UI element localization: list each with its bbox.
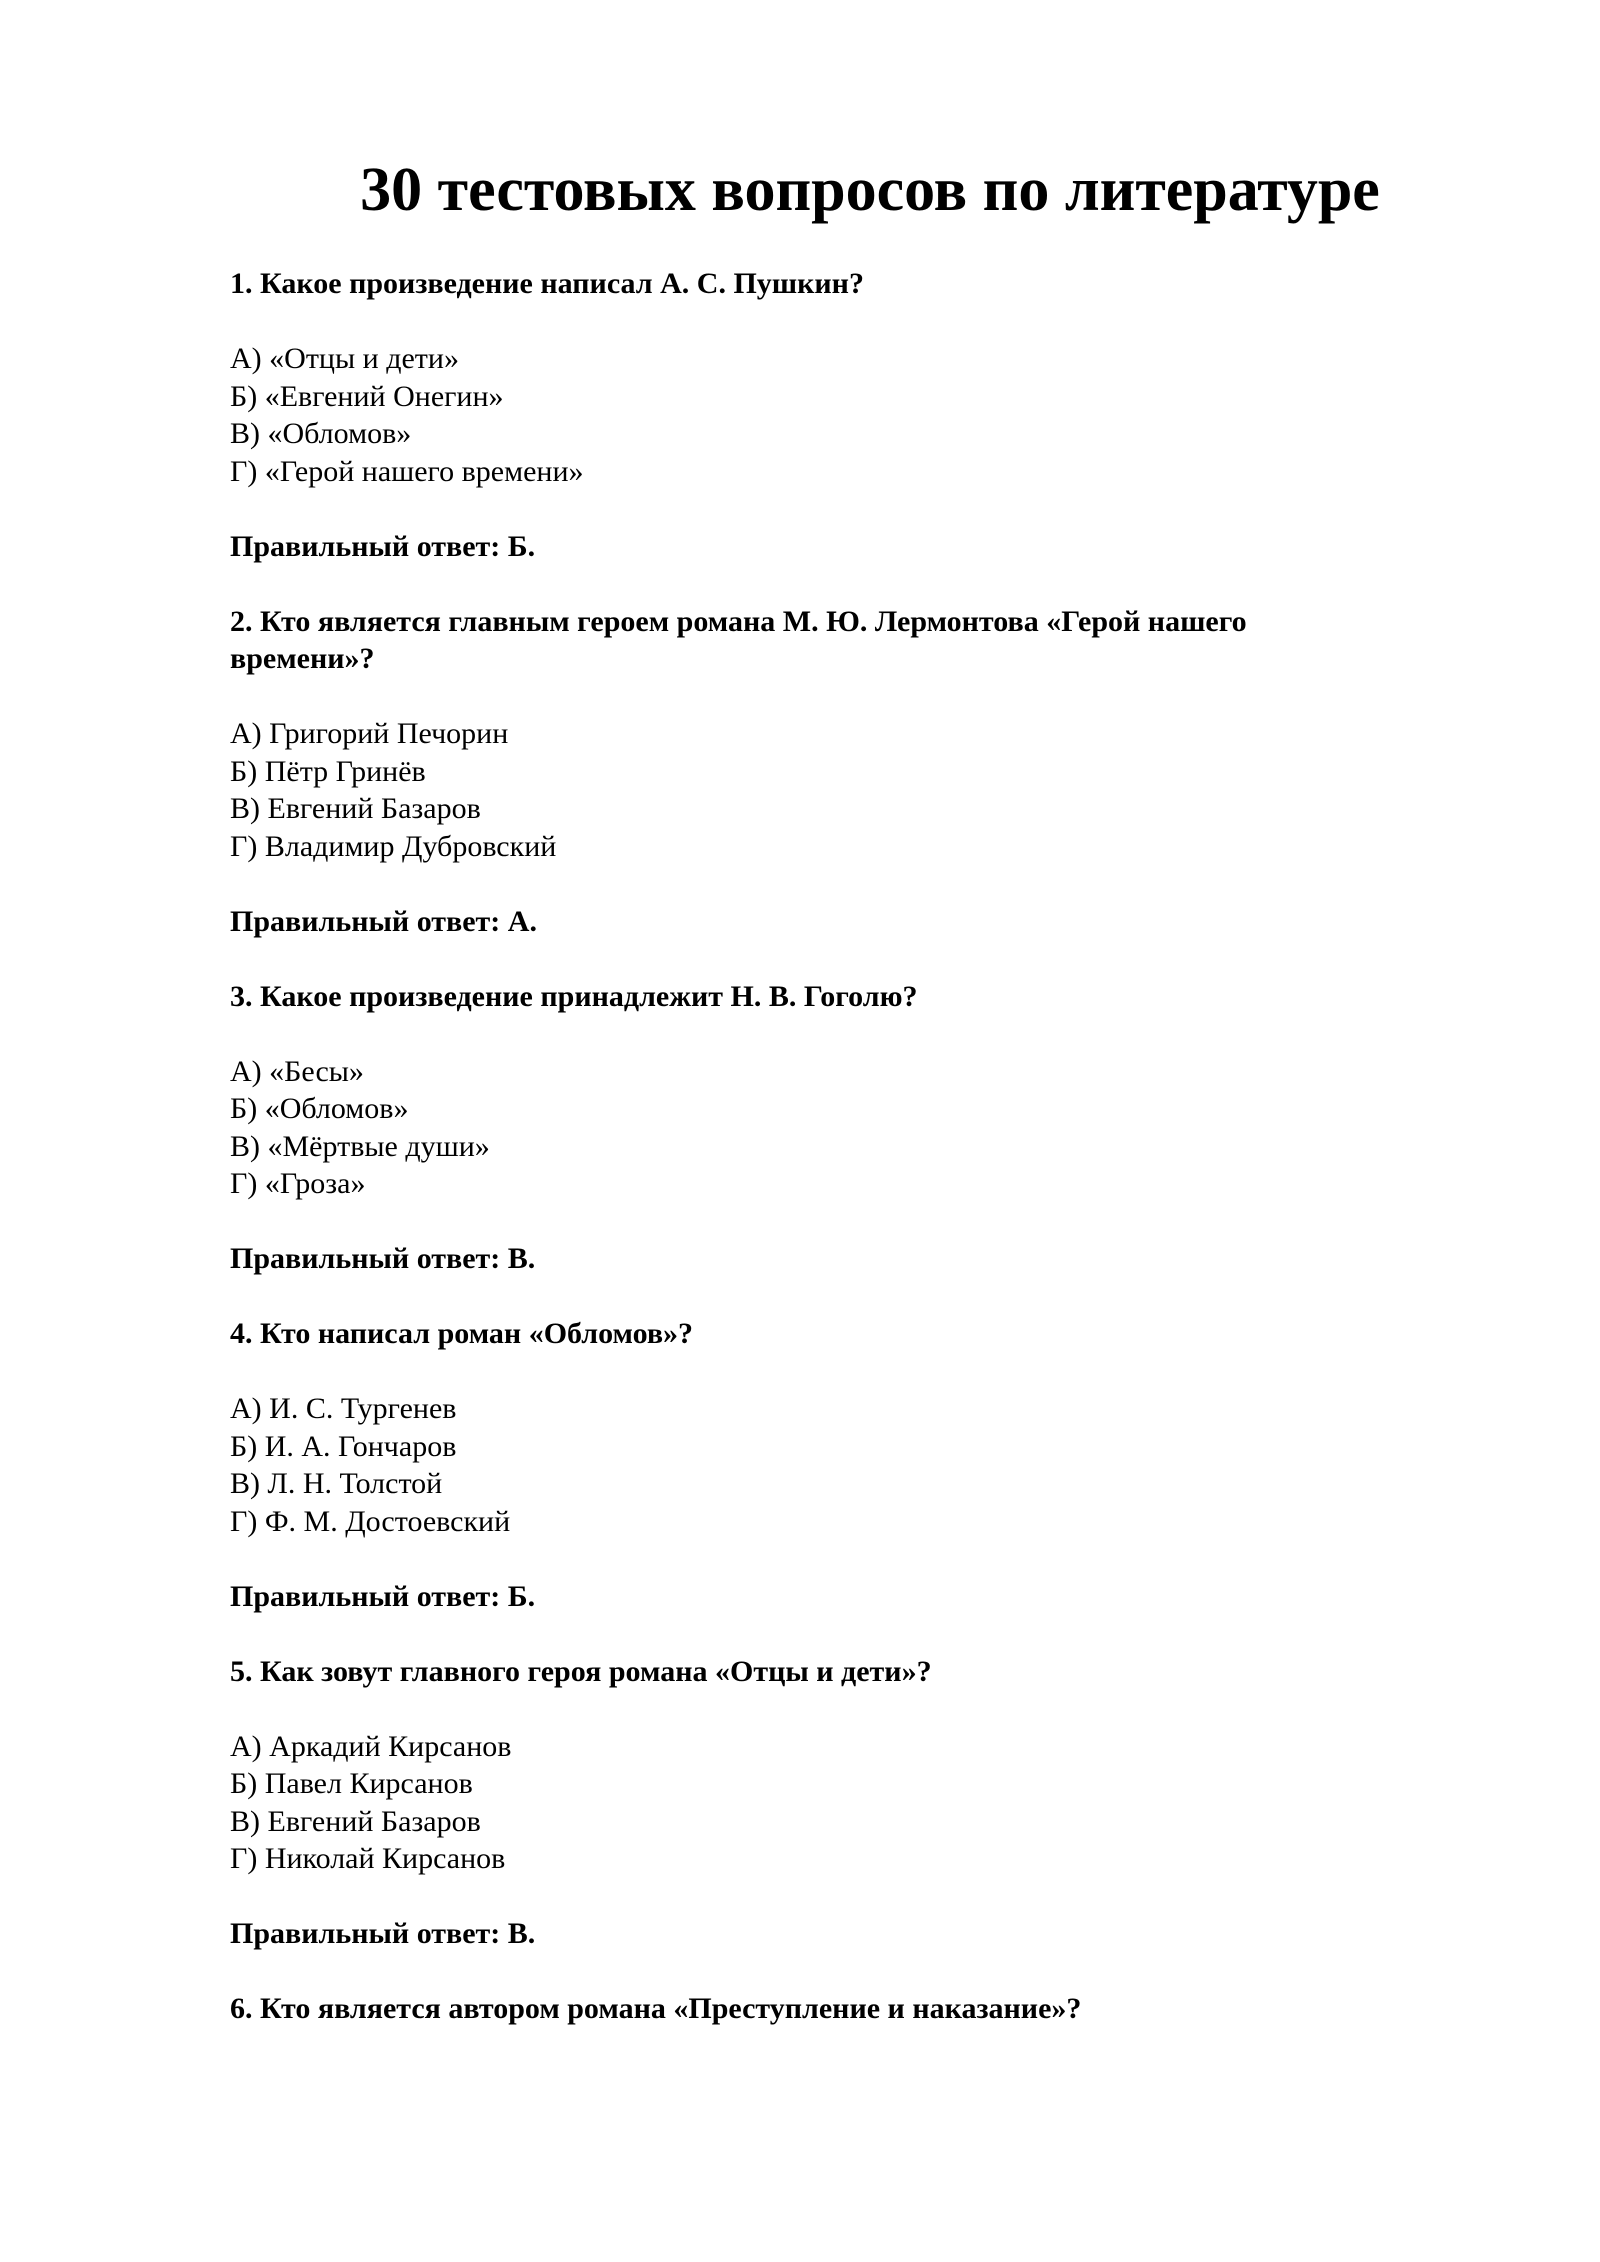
option-b: Б) Пётр Гринёв xyxy=(230,754,426,788)
option-c: В) «Обломов» xyxy=(230,417,412,450)
option-c: В) Л. Н. Толстой xyxy=(230,1467,443,1500)
options-list xyxy=(230,715,1390,865)
options-list xyxy=(230,1728,1390,1878)
question-1 xyxy=(230,265,1390,603)
correct-answer: Правильный ответ: В. xyxy=(230,1242,536,1275)
question-3 xyxy=(230,978,1390,1316)
question-text: 3. Какое произведение принадлежит Н. В. Гоголю? xyxy=(230,979,918,1013)
options-list xyxy=(230,1053,1390,1203)
question-text: 6. Кто является автором романа «Преступление и наказание»? xyxy=(230,1992,1082,2025)
option-d: Г) «Гроза» xyxy=(230,1167,366,1200)
question-6 xyxy=(230,1990,1390,2028)
question-text: 4. Кто написал роман «Обломов»? xyxy=(230,1317,694,1350)
document-title: 30 тестовых вопросов по литературе xyxy=(360,156,1380,224)
correct-answer: Правильный ответ: В. xyxy=(230,1917,536,1950)
options-list xyxy=(230,340,1390,490)
option-b: Б) Павел Кирсанов xyxy=(230,1767,473,1800)
option-a: А) И. С. Тургенев xyxy=(230,1392,457,1425)
options-list xyxy=(230,1390,1390,1540)
question-text: 5. Как зовут главного героя романа «Отцы и дети»? xyxy=(230,1654,932,1688)
option-b: Б) «Евгений Онегин» xyxy=(230,379,504,413)
option-a: А) Аркадий Кирсанов xyxy=(230,1729,512,1763)
option-c: В) Евгений Базаров xyxy=(230,792,481,825)
option-c: В) Евгений Базаров xyxy=(230,1804,481,1838)
option-d: Г) Владимир Дубровский xyxy=(230,829,557,863)
option-d: Г) Николай Кирсанов xyxy=(230,1842,506,1875)
question-text: 1. Какое произведение написал А. С. Пушкин? xyxy=(230,267,864,300)
option-b: Б) «Обломов» xyxy=(230,1092,409,1125)
option-c: В) «Мёртвые души» xyxy=(230,1129,490,1163)
option-a: А) «Отцы и дети» xyxy=(230,342,459,375)
correct-answer: Правильный ответ: Б. xyxy=(230,1579,536,1613)
document-content xyxy=(230,150,1390,2028)
question-2 xyxy=(230,603,1390,978)
correct-answer: Правильный ответ: Б. xyxy=(230,529,536,563)
option-a: А) «Бесы» xyxy=(230,1054,364,1088)
question-text: 2. Кто является главным героем романа М. Ю. Лермонтова «Герой нашего времени»? xyxy=(230,604,1247,675)
correct-answer: Правильный ответ: А. xyxy=(230,904,537,938)
option-d: Г) «Герой нашего времени» xyxy=(230,454,584,488)
option-a: А) Григорий Печорин xyxy=(230,717,509,750)
option-b: Б) И. А. Гончаров xyxy=(230,1429,457,1463)
option-d: Г) Ф. М. Достоевский xyxy=(230,1504,511,1538)
question-5 xyxy=(230,1653,1390,1991)
question-4 xyxy=(230,1315,1390,1653)
